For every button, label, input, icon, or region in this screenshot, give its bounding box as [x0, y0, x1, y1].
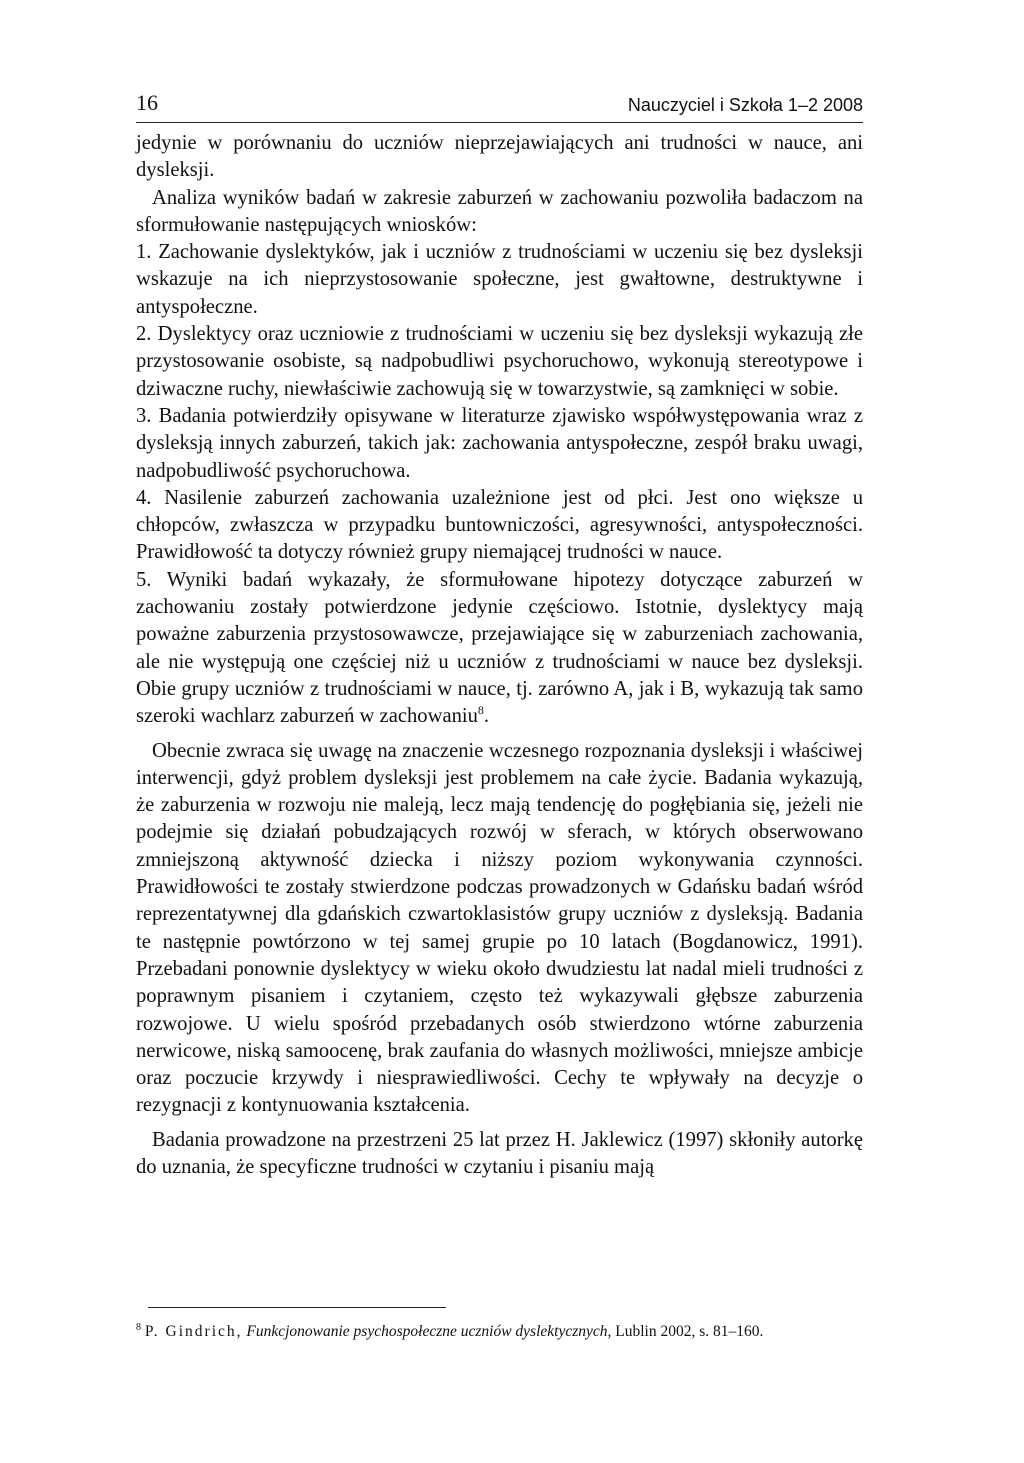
footnote-mark: 8: [136, 1321, 141, 1333]
body-text: [136, 130, 863, 1181]
paragraph-2: Analiza wyników badań w zakresie zaburzeń w zachowaniu pozwoliła badaczom na sformułowanie następujących wniosków:: [136, 186, 863, 236]
conclusion-1: 1. Zachowanie dyslektyków, jak i uczniów z trudnościami w uczeniu się bez dysleksji wskazuje na ich nieprzystosowanie społeczne, jest gwałtowne, destruktywne i antyspołeczne.: [136, 241, 863, 318]
page-number: 16: [136, 90, 158, 115]
paragraph-1: jedynie w porównaniu do uczniów nieprzejawiających ani trudności w nauce, ani dysleksji.: [136, 132, 863, 182]
footnote-title: Funkcjonowanie psychospołeczne uczniów dyslektycznych,: [246, 1323, 612, 1340]
conclusion-3: 3. Badania potwierdziły opisywane w literaturze zjawisko współwystępowania wraz z dysleksją innych zaburzeń, takich jak: zachowania antyspołeczne, zespół braku uwagi, nadpobudliwość psychoruchowa.: [136, 404, 863, 482]
conclusion-5-end: .: [483, 705, 490, 728]
footnote: [136, 1322, 863, 1342]
paragraph-4: Badania prowadzone na przestrzeni 25 lat przez H. Jaklewicz (1997) skłoniły autorkę do uznania, że specyficzne trudności w czytaniu i pisaniu mają: [136, 1128, 863, 1178]
page-header: [136, 84, 863, 123]
footnote-rest: Lublin 2002, s. 81–160.: [615, 1323, 764, 1340]
footnote-divider: [148, 1307, 446, 1308]
paragraph-3: Obecnie zwraca się uwagę na znaczenie wczesnego rozpoznania dysleksji i właściwej interwencji, gdyż problem dysleksji jest problemem na całe życie. Badania wykazują, że zaburzenia w rozwoju nie maleją, lecz mają tendencję do pogłębiania się, jeżeli nie podejmie się działań pobudzających rozwój w sferach, w których obserwowano zmniejszoną aktywność dziecka i niższy poziom wykonywania czynności. Prawidłowości te zostały stwierdzone podczas prowadzonych w Gdańsku badań wśród reprezentatywnej dla gdańskich czwartoklasistów grupy uczniów z dysleksją. Badania te następnie powtórzono w tej samej grupie po 10 latach (Bogdanowicz, 1991). Przebadani ponownie dyslektycy w wieku około dwudziestu lat nadal mieli trudności z poprawnym pisaniem i czytaniem, często też wykazywali głębsze zaburzenia rozwojowe. U wielu spośród przebadanych osób stwierdzono wtórne zaburzenia nerwicowe, niską samoocenę, brak zaufania do własnych możliwości, mniejsze ambicje oraz poczucie krzywdy i niesprawiedliwości. Cechy te wpływały na decyzje o rezygnacji z kontynuowania kształcenia.: [136, 739, 863, 1117]
conclusion-5: [136, 567, 863, 731]
footnote-ref[interactable]: 8: [477, 703, 484, 718]
conclusion-2: 2. Dyslektycy oraz uczniowie z trudnościami w uczeniu się bez dysleksji wykazują złe przystosowanie osobiste, są nadpobudliwi psychoruchowo, wykonują stereotypowe i dziwaczne ruchy, niewłaściwie zachowują się w towarzystwie, są zamknięci w sobie.: [136, 323, 863, 400]
conclusion-4: 4. Nasilenie zaburzeń zachowania uzależnione jest od płci. Jest ono większe u chłopców, zwłaszcza w przypadku buntowniczości, agresywności, antyspołeczności. Prawidłowość ta dotyczy również grupy niemającej trudności w nauce.: [136, 486, 863, 564]
footnote-author: P. Gindrich,: [144, 1323, 243, 1340]
running-head: Nauczyciel i Szkoła 1–2 2008: [627, 95, 863, 115]
conclusion-5-text: 5. Wyniki badań wykazały, że sformułowane hipotezy dotyczące zaburzeń w zachowaniu zostały potwierdzone jedynie częściowo. Istotnie, dyslektycy mają poważne zaburzenia przystosowawcze, przejawiające się w zaburzeniach zachowania, ale nie występują one częściej niż u uczniów z trudnościami w nauce bez dysleksji. Obie grupy uczniów z trudnościami w nauce, tj. zarówno A, jak i B, wykazują tak samo szeroki wachlarz zaburzeń w zachowaniu: [136, 568, 863, 728]
